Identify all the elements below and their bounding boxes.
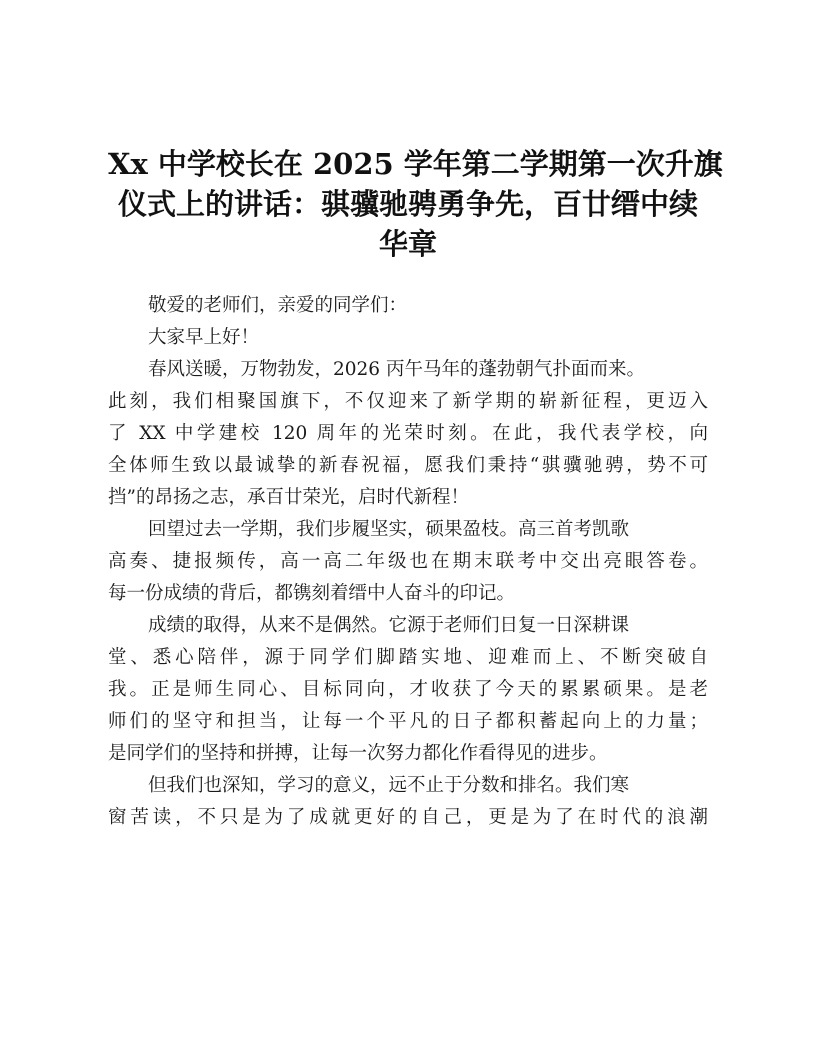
greeting: 大家早上好！ (148, 327, 260, 348)
salutation: 敬爱的老师们，亲爱的同学们： (148, 295, 408, 316)
paragraph-line: 了 XX 中学建校 120 周年的光荣时刻。在此，我代表学校，向 (108, 423, 708, 444)
paragraph-line: 回望过去一学期，我们步履坚实，硕果盈枝。高三首考凯歌 (148, 519, 630, 540)
paragraph-line: 师们的坚守和担当，让每一个平凡的日子都积蓄起向上的力量； (108, 711, 708, 732)
paragraph-line: 我。正是师生同心、目标同向，才收获了今天的累累硕果。是老 (108, 679, 708, 700)
paragraph-line: 堂、悉心陪伴，源于同学们脚踏实地、迎难而上、不断突破自 (108, 647, 708, 668)
paragraph-line: 此刻，我们相聚国旗下，不仅迎来了新学期的崭新征程，更迈入 (108, 391, 708, 412)
paragraph-line: 挡”的昂扬之志，承百廿荣光，启时代新程！ (108, 487, 469, 508)
title-line: Xx 中学校长在 2025 学年第二学期第一次升旗 (108, 147, 723, 181)
paragraph-line: 每一份成绩的背后，都镌刻着缙中人奋斗的印记。 (108, 583, 516, 604)
title-line: 仪式上的讲话：骐骥驰骋勇争先，百廿缙中续 (117, 187, 698, 221)
paragraph-line: 春风送暖，万物勃发，2026 丙午马年的蓬勃朝气扑面而来。 (148, 359, 645, 380)
paragraph-line: 成绩的取得，从来不是偶然。它源于老师们日复一日深耕课 (148, 615, 630, 636)
paragraph-line: 高奏、捷报频传，高一高二年级也在期末联考中交出亮眼答卷。 (108, 551, 708, 572)
paragraph-line: 窗苦读，不只是为了成就更好的自己，更是为了在时代的浪潮 (108, 807, 708, 828)
paragraph-line: 全体师生致以最诚挚的新春祝福，愿我们秉持“骐骥驰骋，势不可 (108, 455, 708, 476)
document-title (108, 144, 723, 264)
document-body (108, 290, 708, 834)
paragraph-line: 但我们也深知，学习的意义，远不止于分数和排名。我们寒 (148, 775, 630, 796)
paragraph-line: 是同学们的坚持和拼搏，让每一次努力都化作看得见的进步。 (108, 743, 608, 764)
title-line: 华章 (378, 227, 437, 261)
